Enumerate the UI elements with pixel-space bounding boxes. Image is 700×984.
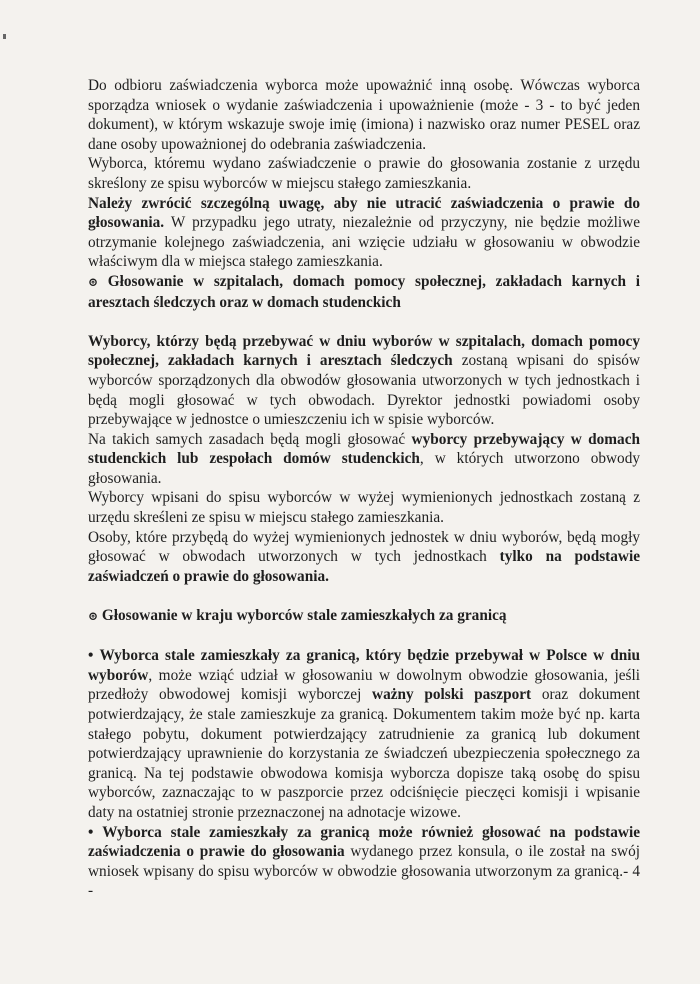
- passport-text-b: oraz dokument potwierdzający, że stale zamieszkuje za granicą. Dokumentem takim może być np. karta stałego pobytu, dokument potwierdzający zatrudnienie za granicą lub dokument potwierdzający uprawnienie do korzystania ze świadczeń ubezpieczenia społecznego za granicą. Na tej podstawie obwodowa komisja wyborcza dopisze taką osobę do spisu wyborców, zaznaczając to w paszporcie przez odciśnięcie pieczęci komisji i wpisanie daty na ostatniej stronie przeznaczonej na adnotacje wizowe.: [88, 686, 641, 821]
- dormitories-text-a: Na takich samych zasadach będą mogli głosować: [88, 430, 412, 448]
- paragraph-removal-from-register: Wyborca, któremu wydano zaświadczenie o prawie do głosowania zostanie z urzędu skreślony ze spisu wyborców w miejscu stałego zamieszkania.: [88, 155, 640, 192]
- bullet-icon: •: [88, 823, 94, 841]
- hospitals-text: zostaną wpisani do spisów wyborców sporządzonych dla obwodów głosowania utworzonych w tych jednostkach i będą mogli głosować w tych obwodach. Dyrektor jednostki powiadomi osoby przebywające w jednostce o umieszczeniu ich w spisie wyborców.: [88, 352, 640, 429]
- paragraph-authorization: Do odbioru zaświadczenia wyborca może upoważnić inną osobę. Wówczas wyborca sporządza wniosek o wydanie zaświadczenia i upoważnienie (może - 3 - to być jeden dokument), w którym wskazuje swoje imię (imiona) i nazwisko oraz numer PESEL oraz dane osoby upoważnionej do odebrania zaświadczenia.: [88, 77, 640, 153]
- passport-bold: Wyborca stale zamieszkały za granicą, który będzie przebywał w Polsce w dniu wyborów: [88, 647, 640, 684]
- section-heading-hospitals-text: Głosowanie w szpitalach, domach pomocy społecznej, zakładach karnych i aresztach śledczych oraz w domach studenckich: [88, 272, 640, 311]
- section-bullet-icon: ⊚: [88, 274, 99, 289]
- paragraph-dormitories: [88, 430, 640, 489]
- dormitories-bold: wyborcy przebywający w domach studenckich lub zespołach domów studenckich: [88, 430, 640, 468]
- arrivals-bold: tylko na podstawie zaświadczeń o prawie do głosowania.: [88, 548, 640, 585]
- consul-text: wydanego przez konsula, o ile został na swój wniosek wpisany do spisu wyborców w obwodzie głosowania utworzonym za granicą.: [88, 843, 640, 880]
- page-number: - 4 -: [88, 862, 640, 900]
- passport-bold-2: ważny polski paszport: [372, 686, 532, 704]
- paragraph-passport: [88, 646, 640, 822]
- passport-text-a: , może wziąć udział w głosowaniu w dowolnym obwodzie głosowania, jeśli przedłoży obwodowej komisji wyborczej: [88, 666, 640, 704]
- paragraph-arrivals: [88, 528, 640, 587]
- paragraph-hospitals: [88, 332, 640, 430]
- scan-mark: [3, 34, 6, 39]
- paragraph-register-removal-units: Wyborcy wpisani do spisu wyborców w wyżej wymienionych jednostkach zostaną z urzędu skreśleni ze spisu w miejscu stałego zamieszkania.: [88, 489, 640, 527]
- paragraph-consul: [88, 823, 640, 901]
- arrivals-text: Osoby, które przybędą do wyżej wymienionych jednostek w dniu wyborów, będą mogły głosować w obwodach utworzonych w tych jednostkach: [88, 528, 640, 566]
- section-heading-hospitals: [88, 272, 640, 312]
- bullet-icon: •: [88, 647, 94, 665]
- consul-bold: Wyborca stale zamieszkały za granicą może również głosować na podstawie zaświadczenia o prawie do głosowania: [88, 823, 640, 861]
- warning-bold: Należy zwrócić szczególną uwagę, aby nie utracić zaświadczenia o prawie do głosowania.: [88, 194, 640, 232]
- warning-text: W przypadku jego utraty, niezależnie od przyczyny, nie będzie możliwe otrzymanie kolejnego zaświadczenia, ani wzięcie udziału w głosowaniu w obwodzie właściwym dla w miejsca stałego zamieszkania.: [88, 214, 640, 271]
- document-page: [88, 76, 640, 901]
- section-heading-abroad: [88, 606, 640, 627]
- section-bullet-icon: ⊚: [88, 609, 99, 624]
- dormitories-text-b: , w których utworzono obwody głosowania.: [88, 450, 640, 487]
- section-heading-abroad-text: Głosowanie w kraju wyborców stale zamieszkałych za granicą: [101, 607, 507, 625]
- paragraph-warning: [88, 194, 640, 272]
- hospitals-bold: Wyborcy, którzy będą przebywać w dniu wyborów w szpitalach, domach pomocy społecznej, zakładach karnych i aresztach śledczych: [88, 332, 640, 370]
